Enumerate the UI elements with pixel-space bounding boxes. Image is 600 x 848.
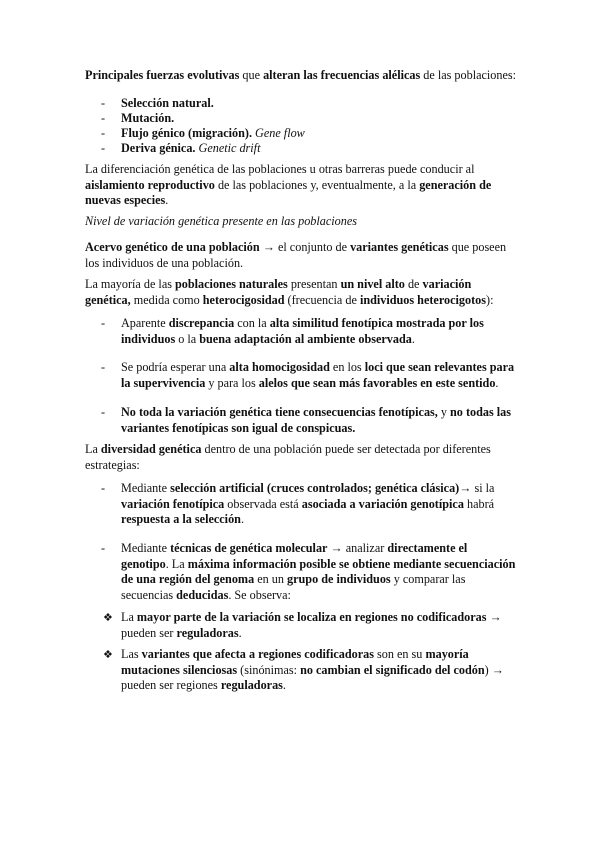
acervo-bold-1: Acervo genético de una población	[85, 240, 260, 254]
bullet-text: en un	[254, 572, 288, 586]
force-name: Selección natural.	[121, 96, 214, 110]
intro-text-1: que	[239, 68, 264, 82]
bullet-text: con la	[234, 316, 270, 330]
bullet-bold: alta similitud fenotípica mostrada por los individuos	[121, 316, 484, 346]
observation-item	[121, 610, 517, 641]
force-name: Mutación.	[121, 111, 175, 125]
bullet-bold: discrepancia	[168, 316, 235, 330]
diversidad-paragraph	[85, 442, 517, 473]
bullet-text: y comparar las secuencias	[121, 572, 466, 602]
mayoria-bold-3: variación genética,	[85, 277, 472, 307]
diamond-bullet-icon: ❖	[103, 648, 113, 661]
force-bullet-dash: -	[101, 141, 106, 155]
observation-item	[121, 647, 517, 694]
strategy-bullet	[121, 541, 517, 603]
obs-bold: no cambian el significado del codón	[300, 662, 485, 677]
acervo-paragraph	[85, 240, 517, 271]
obs-text: .	[282, 678, 286, 692]
mayoria-text-1: La mayoría de las	[85, 277, 176, 291]
obs-text: ) → pueden ser regiones	[121, 662, 504, 692]
bullet-bold: grupo de individuos	[287, 572, 391, 586]
bullet-bold: directamente el genotipo	[121, 541, 468, 571]
bullet-text: Aparente	[121, 316, 169, 330]
bullet-bold: buena adaptación al ambiente observada	[199, 331, 412, 346]
mayoria-bold-5: individuos heterocigotos	[359, 292, 487, 307]
obs-bold: variantes que afecta a regiones codificadoras	[141, 647, 374, 661]
bullet-bold: loci que sean relevantes para la supervivencia	[121, 360, 515, 390]
bullet-text: y para los	[205, 375, 259, 390]
div-text-2: dentro de una población puede ser detectada por diferentes estrategias:	[85, 442, 491, 472]
bullet-text: habrá	[463, 496, 495, 511]
mayoria-text-4: medida como	[130, 292, 203, 307]
diff-text-2: de las poblaciones y, eventualmente, a la	[214, 177, 420, 192]
bullet-bold: no todas las variantes fenotípicas son igual de conspicuas.	[121, 405, 511, 435]
force-item	[121, 126, 517, 142]
bullet-dash: -	[101, 481, 106, 495]
bullet-text: → analizar	[327, 541, 388, 555]
bullet-bold: No toda la variación genética tiene consecuencias fenotípicas,	[121, 405, 438, 419]
div-bold-1: diversidad genética	[100, 442, 202, 456]
variation-bullet	[121, 405, 517, 436]
bullet-text: Mediante	[121, 541, 171, 555]
diff-bold-2: generación de nuevas especies	[85, 177, 492, 207]
bullet-text: . La	[165, 556, 188, 571]
bullet-bold: máxima información posible se obtiene mediante secuenciación de una región del genoma	[121, 556, 516, 586]
diff-text-1: La diferenciación genética de las poblaciones u otras barreras puede conducir al	[85, 162, 475, 176]
force-name: Flujo génico (migración).	[121, 126, 252, 140]
variation-bullet	[121, 316, 517, 347]
obs-bold: reguladoras	[220, 678, 283, 692]
section-heading: Nivel de variación genética presente en las poblaciones	[85, 214, 357, 228]
force-item	[121, 111, 517, 127]
bullet-text: .	[411, 331, 415, 346]
bullet-bold: respuesta a la selección	[121, 512, 241, 526]
bullet-text: . Se observa:	[228, 587, 291, 602]
obs-text: La	[121, 610, 137, 624]
bullet-bold: asociada a variación genotípica	[301, 496, 464, 511]
div-text-1: La	[85, 442, 101, 456]
mayoria-bold-2: un nivel alto	[340, 277, 405, 291]
bullet-dash: -	[101, 541, 106, 555]
intro-paragraph	[85, 68, 517, 84]
bullet-dash: -	[101, 405, 106, 419]
intro-bold-1: Principales fuerzas evolutivas	[85, 68, 240, 82]
variation-bullet	[121, 360, 517, 391]
bullet-text: Se podría esperar una	[121, 360, 230, 374]
bullet-bold: alelos que sean más favorables en este sentido	[258, 375, 496, 390]
bullet-text: observada está	[224, 496, 302, 511]
mayoria-bold-1: poblaciones naturales	[175, 277, 288, 291]
obs-text: → pueden ser	[121, 610, 502, 640]
bullet-text: Mediante	[121, 481, 171, 495]
force-english: Genetic drift	[195, 141, 261, 155]
mayoria-text-3: de	[404, 277, 423, 291]
mayoria-text-2: presentan	[287, 277, 341, 291]
intro-text-2: de las poblaciones:	[420, 68, 517, 82]
bullet-dash: -	[101, 360, 106, 374]
bullet-text: en los	[329, 360, 365, 374]
diamond-bullet-icon: ❖	[103, 611, 113, 624]
force-name: Deriva génica.	[121, 141, 196, 155]
force-item	[121, 96, 517, 112]
bullet-dash: -	[101, 316, 106, 330]
bullet-text: → si la	[459, 481, 495, 495]
mayoria-paragraph	[85, 277, 517, 308]
force-bullet-dash: -	[101, 96, 106, 110]
acervo-bold-2: variantes genéticas	[350, 240, 449, 254]
obs-text: .	[238, 625, 242, 640]
force-english: Gene flow	[252, 126, 305, 140]
force-bullet-dash: -	[101, 111, 106, 125]
obs-bold: mayor parte de la variación se localiza en regiones no codificadoras	[136, 610, 487, 624]
mayoria-bold-4: heterocigosidad	[202, 292, 285, 307]
acervo-text-1: → el conjunto de	[259, 240, 351, 254]
mayoria-text-6: ):	[486, 292, 494, 307]
mayoria-text-5: (frecuencia de	[284, 292, 360, 307]
bullet-bold: variación fenotípica	[121, 496, 225, 511]
strategy-bullet	[121, 481, 517, 528]
intro-bold-2: alteran las frecuencias alélicas	[263, 68, 421, 82]
bullet-bold: deducidas	[176, 587, 229, 602]
bullet-text: .	[240, 512, 244, 526]
force-bullet-dash: -	[101, 126, 106, 140]
obs-text: (sinónimas:	[237, 662, 301, 677]
diff-text-3: .	[165, 193, 169, 207]
obs-bold: reguladoras	[176, 625, 239, 640]
bullet-text: y	[437, 405, 451, 419]
bullet-bold: alta homocigosidad	[229, 360, 330, 374]
obs-bold: mayoría mutaciones silenciosas	[121, 647, 469, 677]
bullet-bold: técnicas de genética molecular	[170, 541, 328, 555]
differentiation-paragraph	[85, 162, 517, 209]
bullet-text: .	[495, 375, 499, 390]
bullet-text: o la	[175, 331, 200, 346]
bullet-bold: selección artificial (cruces controlados; genética clásica)	[170, 481, 460, 495]
obs-text: Las	[121, 647, 142, 661]
force-item	[121, 141, 517, 157]
obs-text: son en su	[373, 647, 426, 661]
acervo-text-2: que poseen los individuos de una población.	[85, 240, 507, 270]
diff-bold-1: aislamiento reproductivo	[85, 177, 215, 192]
